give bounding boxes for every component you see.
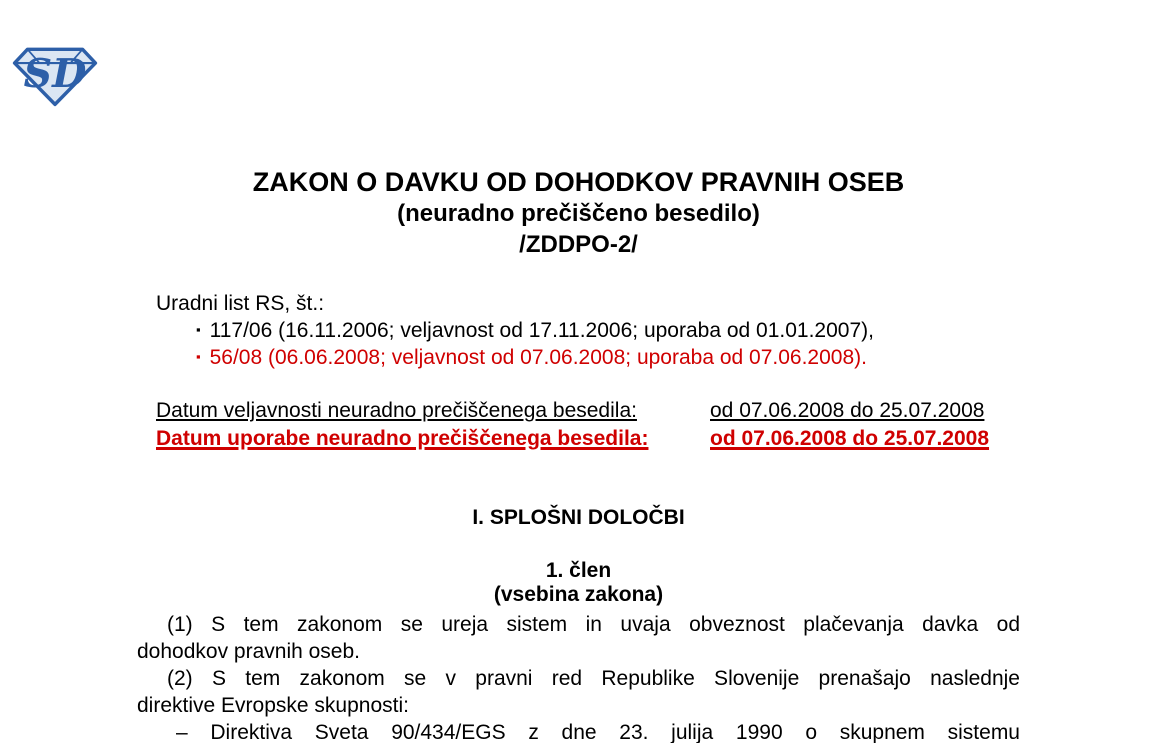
gazette-item-text: 56/08 (06.06.2008; veljavnost od 07.06.2008; uporaba od 07.06.2008). <box>209 346 867 369</box>
validity-value: od 07.06.2008 do 25.07.2008 <box>710 399 985 422</box>
logo-letters: SD <box>23 51 87 98</box>
title-abbreviation: /ZDDPO-2/ <box>519 231 638 258</box>
bullet-square-icon: ▪ <box>196 322 201 337</box>
article-title: (vsebina zakona) <box>493 583 664 606</box>
body-line: (1) S tem zakonom se ureja sistem in uvaja obveznost plačevanja davka od <box>167 613 1020 636</box>
gazette-heading: Uradni list RS, št.: <box>156 292 325 315</box>
gazette-item <box>196 319 874 343</box>
gazette-item-text: 117/06 (16.11.2006; veljavnost od 17.11.2006; uporaba od 01.01.2007), <box>209 319 874 342</box>
body-line: – Direktiva Sveta 90/434/EGS z dne 23. julija 1990 o skupnem sistemu <box>176 721 1020 743</box>
body-line: direktive Evropske skupnosti: <box>137 694 409 717</box>
validity-label: Datum veljavnosti neuradno prečiščenega besedila: <box>156 399 637 422</box>
chapter-heading: I. SPLOŠNI DOLOČBI <box>472 506 685 529</box>
body-line: (2) S tem zakonom se v pravni red Republike Slovenije prenašajo naslednje <box>167 667 1020 690</box>
sd-logo-icon <box>12 44 98 108</box>
article-body <box>137 611 1020 743</box>
article-heading <box>0 559 1157 607</box>
usage-label: Datum uporabe neuradno prečiščenega besedila: <box>156 427 649 450</box>
article-number: 1. člen <box>545 559 612 582</box>
usage-value: od 07.06.2008 do 25.07.2008 <box>710 427 990 450</box>
title-subtitle: (neuradno prečiščeno besedilo) <box>397 200 760 227</box>
gazette-item <box>196 346 867 370</box>
bullet-square-icon: ▪ <box>196 349 201 364</box>
title-main: ZAKON O DAVKU OD DOHODKOV PRAVNIH OSEB <box>252 167 905 197</box>
body-line: dohodkov pravnih oseb. <box>137 640 360 663</box>
document-title <box>0 167 1157 260</box>
